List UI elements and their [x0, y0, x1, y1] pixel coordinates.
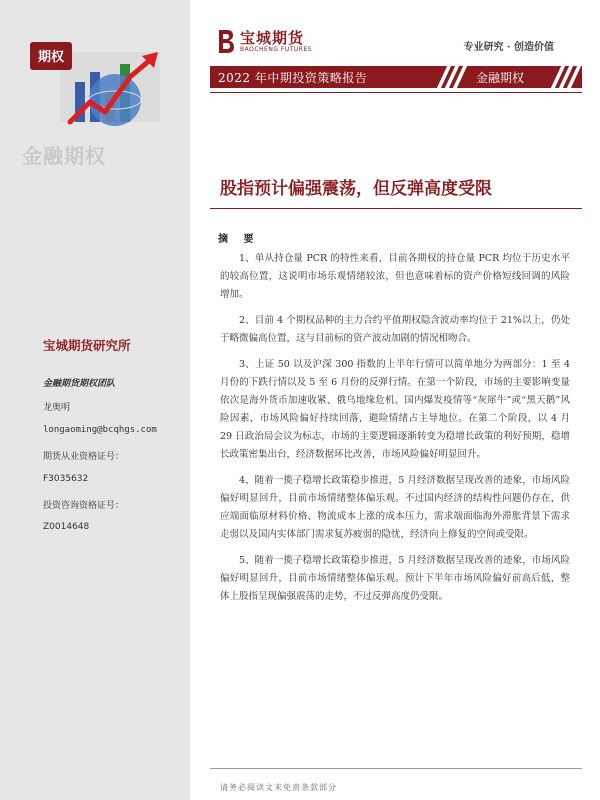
summary-paragraph: 4、随着一揽子稳增长政策稳步推进，5 月经济数据呈现改善的迹象，市场风险偏好明显回升，目前市场情绪整体偏乐观。不过国内经济的结构性问题仍存在，供应端面临原材料价格、物流成本上涨的成本压力，需求端面临海外滞胀背景下需求走弱以及国内实体部门需求复苏疲弱的隐忧，经济向上修复的空间或受限。	[220, 475, 570, 540]
cert2-value: Z0014648	[43, 522, 90, 532]
cert1-label: 期货从业资格证号：	[43, 452, 125, 462]
summary-paragraph: 3、上证 50 以及沪深 300 指数的上半年行情可以简单地分为两部分：1 至 4 月份的下跌行情以及 5 至 6 月份的反弹行情。在第一个阶段，市场的主要影响变量依次是海外货币加速收紧、俄乌地缘危机、国内爆发疫情等“灰犀牛”或“黑天鹅”风险因素，市场风险偏好持续回落，避险情绪占主导地位。在第二个阶段，以 4 月 29 日政治局会议为标志，市场的主要逻辑逐渐转变为稳增长政策的利好预期，稳增长政策密集出台，经济数据环比改善，市场风险偏好明显回升。	[220, 359, 570, 460]
report-page	[190, 0, 600, 800]
report-title: 2022 年中期投资策略报告	[218, 71, 368, 85]
author-name: 龙奥明	[43, 403, 71, 413]
team-name: 金融期货期权团队	[43, 379, 116, 389]
summary-heading: 摘 要	[218, 234, 260, 245]
cert2-label: 投资咨询资格证号：	[43, 501, 125, 511]
company-logo	[216, 28, 346, 56]
banner-divider	[210, 92, 582, 93]
logo-text-en: BAOCHENG FUTURES	[240, 46, 313, 53]
institute-name: 宝城期货研究所	[43, 338, 131, 353]
summary-paragraph: 2、目前 4 个期权品种的主力合约平值期权隐含波动率均位于 21%以上，仍处于略微偏高位置，这与目前标的资产波动加剧的情况相吻合。	[220, 315, 570, 344]
footer-divider	[210, 768, 582, 769]
category-watermark: 金融期权	[22, 144, 106, 168]
options-cover-illustration	[30, 42, 165, 142]
cover-badge: 期权	[37, 50, 65, 65]
document-title: 股指预计偏强震荡，但反弹高度受限	[220, 179, 492, 199]
title-divider	[210, 208, 582, 209]
sidebar	[0, 0, 190, 800]
logo-text-cn: 宝城期货	[240, 29, 305, 47]
logo-mark-icon	[216, 28, 236, 54]
disclaimer-note: 请务必阅读文末免责条款部分	[220, 783, 337, 792]
summary-paragraph: 5、随着一揽子稳增长政策稳步推进，5 月经济数据呈现改善的迹象，市场风险偏好明显回升，目前市场情绪整体偏乐观。预计下半年市场风险偏好前高后低，整体上股指呈现偏强震荡的走势，不过反弹高度仍受限。	[220, 555, 570, 602]
report-category: 金融期权	[476, 71, 525, 85]
report-banner	[210, 66, 582, 88]
summary-paragraph: 1、单从持仓量 PCR 的特性来看，目前各期权的持仓量 PCR 均位于历史水平的较高位置，这说明市场乐观情绪较浓，但也意味着标的资产价格短线回调的风险增加。	[220, 253, 570, 300]
author-email[interactable]: longaoming@bcqhgs.com	[43, 425, 157, 435]
cert1-value: F3035632	[43, 474, 89, 484]
company-slogan: 专业研究 · 创造价值	[463, 42, 554, 53]
summary-body	[220, 250, 570, 614]
